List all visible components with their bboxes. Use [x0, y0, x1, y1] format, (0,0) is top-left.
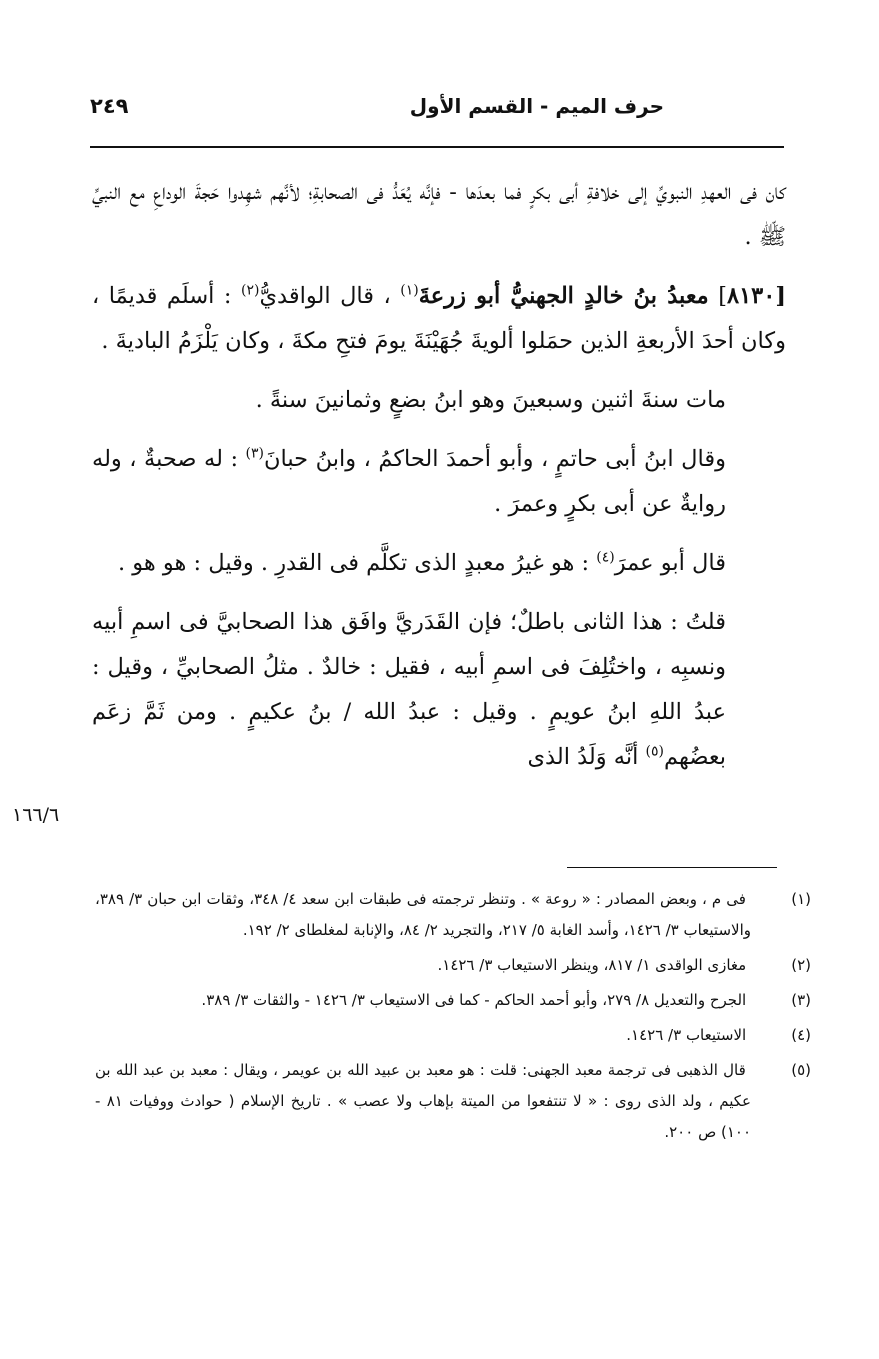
footnote-number: (٣)	[791, 991, 811, 1009]
margin-volume-reference: ١٦٦/٦	[12, 804, 60, 826]
footnotes	[95, 884, 811, 1152]
footnote-text: الاستيعاب ٣/ ١٤٢٦.	[626, 1026, 747, 1044]
footnote-number: (٤)	[791, 1026, 811, 1044]
paragraph-abu-umar	[92, 541, 786, 586]
footnote-ref-5: (٥)	[645, 743, 665, 760]
header-rule	[90, 146, 784, 148]
entry-text-b: : أسلَم قديمًا ، وكان أحدَ الأربعةِ الذين حمَلوا ألويةَ جُهَيْنَةَ يومَ فتحِ مكةَ ، وكان يَلْزَمُ الباديةَ .	[92, 283, 786, 354]
footnote-separator	[567, 867, 777, 868]
footnote-ref-3: (٣)	[245, 445, 265, 462]
footnote-number: (٥)	[791, 1061, 811, 1079]
running-header	[90, 94, 784, 130]
footnote	[95, 950, 811, 981]
footnote-number: (٢)	[791, 956, 811, 974]
paragraph-continuation: كان فى العهدِ النبويِّ إلى خلافةِ أبى بكرٍ فما بعدَها - فإنَّه يُعَدُّ فى الصحابةِ؛ لأنَّهم شهِدوا حَجةَ الوداعِ مع النبيِّ ﷺ .	[92, 179, 786, 250]
entry-text-a: ، قال الواقديُّ	[259, 283, 391, 309]
footnote-ref-1: (١)	[400, 282, 419, 299]
paragraph-sources	[92, 437, 786, 527]
entry-number: [٨١٣٠	[727, 283, 786, 309]
footnote-text: قال الذهبى فى ترجمة معبد الجهنى: قلت : هو معبد بن عبيد الله بن عويمر ، ويقال : معبد بن عبد الله بن عكيم ، ولد الذى روى : « لا تنتفعوا من الميتة بإهاب ولا عصب » . تاريخ الإسلام ( حوادث ووفيات ٨١ - ١٠٠) ص ٢٠٠.	[95, 1061, 751, 1141]
abu-umar-text-a: قال أبو عمرَ	[614, 550, 726, 576]
abu-umar-text-b: : هو غيرُ معبدٍ الذى تكلَّم فى القدرِ . وقيل : هو هو .	[117, 550, 590, 576]
footnote-number: (١)	[791, 890, 811, 908]
main-text	[92, 170, 786, 794]
paragraph-death: مات سنةَ اثنين وسبعينَ وهو ابنُ بضعٍ وثمانينَ سنةً .	[255, 387, 726, 413]
entry-name: معبدُ بنُ خالدٍ الجهنيُّ أبو زرعةَ	[418, 283, 709, 309]
footnote	[95, 1020, 811, 1051]
running-title: حرف الميم - القسم الأول	[409, 94, 664, 118]
paragraph-comment	[92, 600, 786, 780]
footnote-text: فى م ، وبعض المصادر : « روعة » . وتنظر ترجمته فى طبقات ابن سعد ٤/ ٣٤٨، وثقات ابن حبان ٣/ ٣٨٩، والاستيعاب ٣/ ١٤٢٦، وأسد الغابة ٥/ ٢١٧، والتجريد ٢/ ٨٤، والإنابة لمغلطاى ٢/ ١٩٢.	[95, 890, 751, 939]
entry-paragraph: [٨١٣٠] معبدُ بنُ خالدٍ الجهنيُّ أبو زرعةَ$^{(١)}$ ، قال الواقديُّ$^{(٢)}$ : أسلَم قديمًا ، وكان أحدَ الأربعةِ الذين حمَلوا ألويةَ جُهَيْنَةَ يومَ فتحِ مكةَ ، وكان يَلْزَمُ الباديةَ .	[92, 282, 786, 354]
page-number: ٢٤٩	[90, 94, 129, 118]
footnote	[95, 985, 811, 1016]
sources-text-b: : له صحبةٌ ، وله روايةٌ عن أبى بكرٍ وعمرَ .	[92, 446, 726, 517]
comment-text-b: أنَّه وَلَدُ الذى	[527, 744, 639, 770]
sources-text-a: وقال ابنُ أبى حاتمٍ ، وأبو أحمدَ الحاكمُ ، وابنُ حبانَ	[264, 446, 727, 472]
footnote-text: الجرح والتعديل ٨/ ٢٧٩، وأبو أحمد الحاكم - كما فى الاستيعاب ٣/ ١٤٢٦ - والثقات ٣/ ٣٨٩.	[201, 991, 747, 1009]
footnote-text: مغازى الواقدى ١/ ٨١٧، وينظر الاستيعاب ٣/ ١٤٢٦.	[437, 956, 747, 974]
footnote-ref-4: (٤)	[596, 549, 615, 566]
footnote-ref-2: (٢)	[240, 282, 260, 299]
comment-text-a: قلتُ : هذا الثانى باطلٌ؛ فإن القَدَريَّ وافَق هذا الصحابيَّ فى اسمِ أبيه ونسبِه ، واختُلِفَ فى اسمِ أبيه ، فقيل : خالدٌ . مثلُ الصحابيِّ ، وقيل : عبدُ اللهِ ابنُ عويمٍ . وقيل : عبدُ الله / بنُ عكيمٍ . ومن ثَمَّ زعَم بعضُهم	[92, 609, 726, 770]
footnote	[95, 884, 811, 946]
footnote	[95, 1055, 811, 1148]
